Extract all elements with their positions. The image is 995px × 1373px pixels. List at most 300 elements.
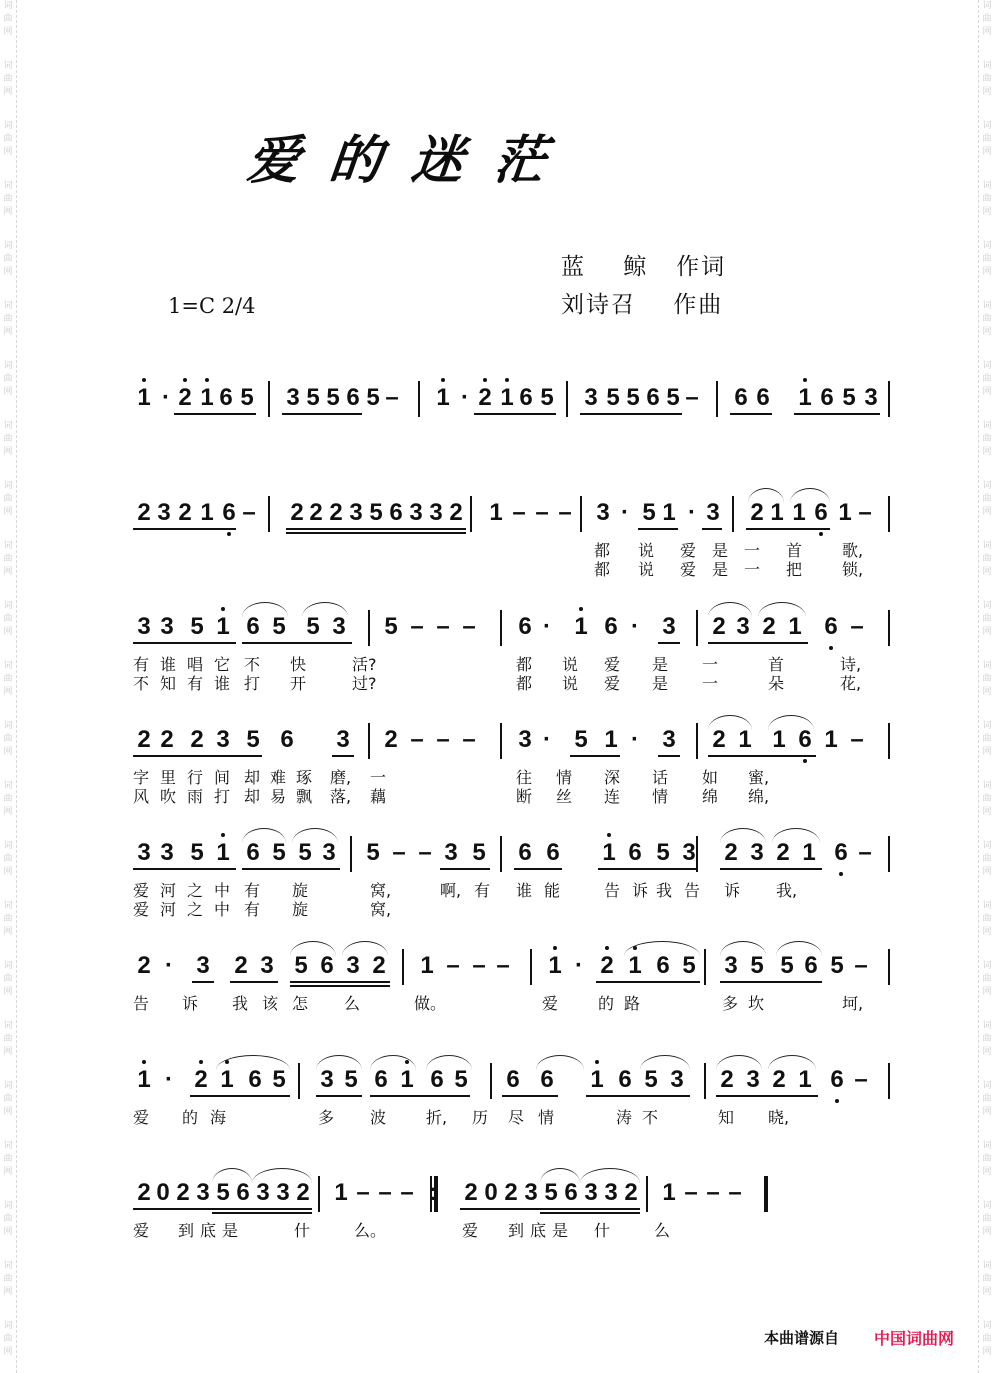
tie-slur [292,828,338,843]
watermark-text: 词 曲 网 [3,121,13,157]
jianpu-note: 3 [322,839,336,866]
tie-slur [370,1055,416,1070]
octave-dot-high [483,378,487,382]
watermark-text: 词 曲 网 [982,1261,992,1297]
dash-mark: – [854,1066,868,1093]
jianpu-note: 2 [329,499,343,526]
beam-line [370,1095,470,1097]
beam-line [702,528,722,530]
jianpu-note: 2 [384,726,398,753]
jianpu-note: 1 [214,614,232,640]
watermark-text: 词 曲 网 [3,721,13,757]
jianpu-note: 2 [190,726,204,753]
lyric-char: 什 [294,1221,311,1240]
lyric-char: 窝, [370,881,392,900]
source-label: 本曲谱源自 [764,1329,840,1347]
jianpu-note: 2 [776,839,790,866]
jianpu-note: 5 [644,1066,658,1093]
barline [696,723,698,759]
jianpu-note: 3 [276,1179,290,1206]
song-title: 爱的迷茫 [244,130,579,191]
jianpu-note: 2 [137,952,151,979]
lyric-char: 之 [187,881,204,900]
jianpu-note: 3 [216,726,230,753]
beam-line [440,868,490,870]
watermark-text: 词 曲 网 [3,1,13,37]
octave-dot-high [553,946,557,950]
barline [530,949,532,985]
beam-line [638,528,678,530]
octave-dot-high [142,1060,146,1064]
jianpu-note: 2 [712,613,726,640]
beam-line [192,981,214,983]
jianpu-note: 6 [320,952,334,979]
jianpu-note: 2 [372,952,386,979]
barline [580,496,582,532]
lyric-char: 怎 [292,994,309,1013]
jianpu-note: 5 [366,839,380,866]
jianpu-note: 6 [246,839,260,866]
octave-dot-high [221,607,225,611]
barline [470,496,472,532]
jianpu-note: 6 [518,839,532,866]
lyric-char: 都 [516,674,533,693]
beam-line [290,985,390,987]
lyric-char: 窝, [370,900,392,919]
watermark-text: 词 曲 网 [3,1261,13,1297]
barline [268,496,270,532]
dash-mark: – [356,1179,370,1206]
jianpu-note: 5 [298,839,312,866]
jianpu-note: 3 [429,499,443,526]
jianpu-note: 6 [540,1066,554,1093]
jianpu-note: 1 [218,1067,236,1093]
tie-slur [342,941,388,956]
jianpu-note: 2 [176,1179,190,1206]
lyric-char: 能 [544,881,561,900]
lyric-char: 一 [702,674,719,693]
octave-dot-high [505,378,509,382]
beam-line [708,755,816,757]
octave-dot-low [819,532,823,536]
lyric-char: 活? [352,655,377,674]
lyric-char: 情 [556,768,573,787]
lyric-char: 折, [426,1108,448,1127]
lyric-char: 该 [262,994,279,1013]
jianpu-note: 5 [240,384,254,411]
jianpu-note: 3 [409,499,423,526]
lyric-char: 是 [712,541,729,560]
beam-line [133,755,262,757]
tie-slur [758,602,806,617]
lyric-char: 说 [562,674,579,693]
lyric-char: 它 [214,655,231,674]
jianpu-note: 5 [384,613,398,640]
beam-line [212,1212,312,1214]
lyric-char: 有 [187,674,204,693]
jianpu-note: 2 [476,385,494,411]
lyric-char: 开 [290,674,307,693]
jianpu-note: 1 [802,839,816,866]
lyric-char: 告 [684,881,701,900]
lyric-char: 断 [516,787,533,806]
barline [888,1063,890,1099]
lyric-char: 之 [187,900,204,919]
jianpu-note: 6 [812,500,830,526]
jianpu-note: 1 [798,1066,812,1093]
jianpu-note: 6 [734,384,748,411]
barline [888,610,890,646]
dash-mark: – [512,499,526,526]
barline [888,723,890,759]
beam-line [658,755,680,757]
lyric-char: 丝 [556,787,573,806]
beam-line [190,1095,290,1097]
jianpu-note: 5 [190,613,204,640]
jianpu-note: 1 [792,499,806,526]
lyric-char: 的 [182,1108,199,1127]
jianpu-note: 5 [344,1066,358,1093]
jianpu-note: 6 [546,839,560,866]
lyric-char: 藕 [370,787,387,806]
jianpu-note: 2 [598,953,616,979]
beam-line [720,981,822,983]
jianpu-note: 2 [724,839,738,866]
lyric-char: 说 [638,541,655,560]
dash-mark: – [446,952,460,979]
lyric-char: 底 [200,1221,217,1240]
lyric-char: 诉 [632,881,649,900]
beam-line [540,1212,640,1214]
jianpu-note: 2 [176,385,194,411]
dash-mark: – [685,384,699,411]
lyric-char: 锁, [842,560,864,579]
jianpu-note: · [543,613,551,640]
jianpu-note: : [429,1179,437,1206]
lyric-char: 旋 [292,881,309,900]
jianpu-note: 1 [626,953,644,979]
beam-line [282,413,362,415]
lyric-char: 做。 [414,994,447,1013]
watermark-text: 词 曲 网 [982,361,992,397]
jianpu-note: 6 [430,1066,444,1093]
jianpu-note: 3 [706,499,720,526]
jianpu-note: 3 [444,839,458,866]
tie-slur [536,1055,584,1070]
tie-slur [242,602,288,617]
jianpu-note: 6 [246,613,260,640]
jianpu-note: 5 [642,499,656,526]
lyric-char: 不 [642,1108,659,1127]
tie-slur [290,941,336,956]
beam-line [230,981,278,983]
jianpu-note: 5 [246,726,260,753]
jianpu-note: 1 [788,613,802,640]
lyric-char: 却 [244,787,261,806]
tie-slur [640,1055,690,1070]
jianpu-note: 6 [618,1066,632,1093]
tie-slur [768,715,814,730]
jianpu-note: 1 [135,1067,153,1093]
jianpu-note: 3 [736,613,750,640]
jianpu-note: 3 [670,1066,684,1093]
jianpu-note: 1 [420,952,434,979]
jianpu-note: 5 [574,726,588,753]
watermark-text: 词 曲 网 [982,121,992,157]
jianpu-note: 0 [156,1179,170,1206]
jianpu-note: 6 [628,839,642,866]
watermark-text: 词 曲 网 [982,961,992,997]
jianpu-note: 2 [772,1066,786,1093]
jianpu-note: 6 [346,384,360,411]
jianpu-note: · [621,499,629,526]
watermark-text: 词 曲 网 [3,901,13,937]
octave-dot-high [605,946,609,950]
lyric-char: 什 [594,1221,611,1240]
jianpu-note: 3 [349,499,363,526]
lyric-char: 一 [702,655,719,674]
lyric-char: 过? [352,674,377,693]
dash-mark: – [462,726,476,753]
beam-line [596,981,700,983]
barline [500,610,502,646]
jianpu-note: 5 [369,499,383,526]
jianpu-note: · [165,952,173,979]
lyric-char: 爱 [133,881,150,900]
barline [704,1063,706,1099]
lyric-char: 到 [508,1221,525,1240]
watermark-text: 词 曲 网 [982,481,992,517]
dash-mark: – [436,613,450,640]
lyric-char: 一 [744,541,761,560]
barline [888,836,890,872]
lyric-char: 中 [214,900,231,919]
jianpu-note: 2 [290,499,304,526]
lyric-char: 诉 [182,994,199,1013]
dash-mark: – [242,499,256,526]
beam-line [290,981,390,983]
tie-slur [790,488,830,503]
lyric-char: 花, [840,674,862,693]
lyric-char: 啊, [440,881,462,900]
jianpu-note: 1 [198,385,216,411]
lyric-char: 坷, [842,994,864,1013]
tie-slur [212,1168,252,1183]
beam-line [332,755,354,757]
dash-mark: – [854,952,868,979]
lyricist-credit: 蓝 鲸 作词 [561,254,727,280]
lyric-char: 是 [552,1221,569,1240]
watermark-text: 词 曲 网 [982,1021,992,1057]
jianpu-note: 3 [864,384,878,411]
watermark-text: 词 曲 网 [3,1201,13,1237]
lyric-char: 把 [786,560,803,579]
octave-dot-high [579,607,583,611]
watermark-text: 词 曲 网 [982,1141,992,1177]
jianpu-note: 1 [838,499,852,526]
lyric-char: 谁 [214,674,231,693]
tie-slur [624,941,700,956]
jianpu-note: 2 [762,613,776,640]
jianpu-note: 1 [824,726,838,753]
site-name: 中国词曲网 [874,1329,955,1348]
lyric-char: 快 [290,655,307,674]
lyric-char: 琢 [296,768,313,787]
jianpu-note: 3 [746,1066,760,1093]
jianpu-note: 3 [160,613,174,640]
jianpu-note: 2 [192,1067,210,1093]
jianpu-note: 3 [750,839,764,866]
jianpu-note: 3 [662,613,676,640]
watermark-text: 词 曲 网 [3,1021,13,1057]
jianpu-note: 3 [260,952,274,979]
lyric-char: 说 [562,655,579,674]
dash-mark: – [858,499,872,526]
tie-slur [580,1168,640,1183]
jianpu-note: 2 [712,726,726,753]
jianpu-note: 5 [326,384,340,411]
lyric-char: 旋 [292,900,309,919]
beam-line [598,868,698,870]
watermark-text: 词 曲 网 [982,1201,992,1237]
lyric-char: 风 [133,787,150,806]
jianpu-note: 6 [832,840,850,866]
lyric-char: 打 [244,674,261,693]
lyric-char: 爱 [680,560,697,579]
lyric-char: 中 [214,881,231,900]
dash-mark: – [858,839,872,866]
jianpu-note: 5 [472,839,486,866]
beam-line [746,528,830,530]
lyric-char: 情 [538,1108,555,1127]
lyric-char: 爱 [133,1221,150,1240]
jianpu-note: 3 [336,726,350,753]
left-watermark-strip [0,0,17,1373]
jianpu-note: · [631,613,639,640]
jianpu-note: 6 [646,384,660,411]
barline [298,1063,300,1099]
lyric-char: 是 [222,1221,239,1240]
jianpu-note: 3 [320,1066,334,1093]
jianpu-note: 6 [656,952,670,979]
right-watermark-strip [978,0,995,1373]
lyric-char: 爱 [133,1108,150,1127]
barline [696,610,698,646]
beam-line [242,868,340,870]
lyric-char: 都 [594,541,611,560]
jianpu-note: 1 [662,499,676,526]
octave-dot-low [803,759,807,763]
octave-dot-high [607,833,611,837]
beam-line [133,1208,312,1210]
dash-mark: – [400,1179,414,1206]
jianpu-note: 3 [584,384,598,411]
lyric-char: 历 [472,1108,489,1127]
tie-slur [540,1168,580,1183]
beam-line [570,755,620,757]
dash-mark: – [850,613,864,640]
dash-mark: – [410,726,424,753]
jianpu-note: 3 [286,384,300,411]
lyric-char: 知 [160,674,177,693]
jianpu-note: 6 [219,384,233,411]
jianpu-note: 6 [756,384,770,411]
jianpu-note: 1 [334,1179,348,1206]
jianpu-note: · [461,384,469,411]
jianpu-note: 2 [234,952,248,979]
lyric-char: 深 [604,768,621,787]
lyric-char: 吹 [160,787,177,806]
jianpu-note: 1 [546,953,564,979]
barline [888,496,890,532]
lyric-char: 海 [210,1108,227,1127]
octave-dot-high [205,378,209,382]
lyric-char: 有 [133,655,150,674]
lyric-char: 谁 [160,655,177,674]
watermark-text: 词 曲 网 [982,901,992,937]
octave-dot-low [829,646,833,650]
jianpu-note: 0 [484,1179,498,1206]
lyric-char: 绵, [748,787,770,806]
jianpu-note: 5 [306,384,320,411]
beam-line [133,868,236,870]
lyric-char: 字 [133,768,150,787]
jianpu-note: 1 [398,1067,416,1093]
watermark-text: 词 曲 网 [3,1081,13,1117]
dash-mark: – [706,1179,720,1206]
jianpu-note: 1 [135,385,153,411]
jianpu-note: 5 [780,952,794,979]
beam-line [316,1095,362,1097]
jianpu-note: 3 [332,613,346,640]
barline [402,949,404,985]
jianpu-note: 5 [272,839,286,866]
jianpu-note: 6 [280,726,294,753]
watermark-text: 词 曲 网 [3,541,13,577]
lyric-char: 难 [270,768,287,787]
lyric-char: 坎 [748,994,765,1013]
jianpu-note: 6 [564,1179,578,1206]
jianpu-note: 2 [750,499,764,526]
tie-slur [708,715,752,730]
jianpu-note: 1 [489,499,503,526]
lyric-char: 首 [768,655,785,674]
jianpu-note: 2 [309,499,323,526]
barline [500,723,502,759]
jianpu-note: 2 [504,1179,518,1206]
barline [318,1176,320,1212]
lyric-char: 我, [776,881,798,900]
jianpu-note: 3 [137,613,151,640]
lyric-char: 知 [718,1108,735,1127]
watermark-text: 词 曲 网 [982,601,992,637]
composer-credit: 刘诗召 作曲 [561,292,724,318]
jianpu-note: 6 [248,1066,262,1093]
jianpu-note: 2 [464,1179,478,1206]
lyric-char: 雨 [187,787,204,806]
jianpu-note: 6 [506,1066,520,1093]
lyric-char: 话 [652,768,669,787]
jianpu-note: · [162,384,170,411]
barline [368,723,370,759]
beam-line [286,528,466,530]
beam-line [133,528,236,530]
watermark-text: 词 曲 网 [3,61,13,97]
jianpu-note: 6 [519,384,533,411]
jianpu-note: 3 [256,1179,270,1206]
dash-mark: – [418,839,432,866]
lyric-char: 情 [652,787,669,806]
